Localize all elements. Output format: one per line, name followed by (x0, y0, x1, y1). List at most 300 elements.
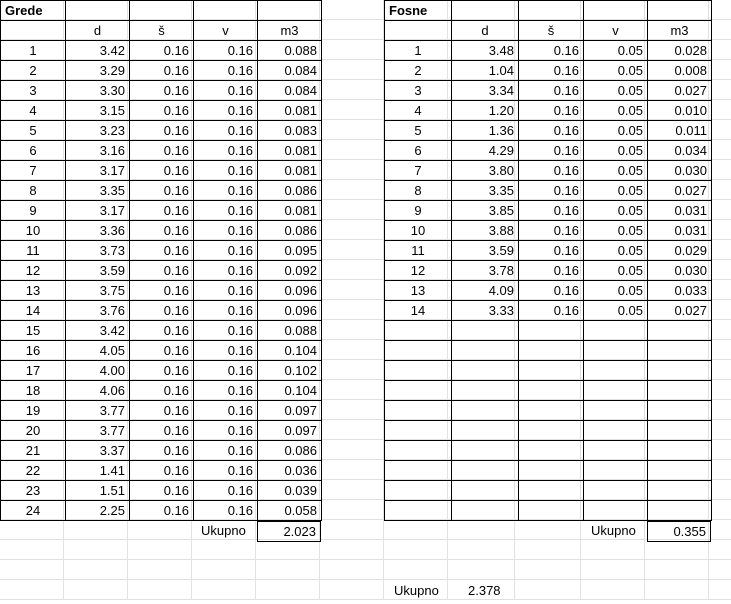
grede-cell[interactable]: 0.16 (130, 61, 194, 81)
fosne-empty-cell[interactable] (584, 501, 648, 521)
grid-cell[interactable] (709, 240, 731, 260)
grid-cell[interactable] (64, 580, 128, 600)
grede-cell[interactable]: 0.16 (194, 61, 258, 81)
grede-cell[interactable]: 0.036 (258, 461, 322, 481)
fosne-cell[interactable]: 10 (385, 221, 452, 241)
grid-cell[interactable] (128, 520, 192, 540)
grid-cell[interactable] (320, 520, 384, 540)
grede-cell[interactable]: 0.16 (194, 141, 258, 161)
fosne-empty-cell[interactable] (584, 401, 648, 421)
fosne-empty-cell[interactable] (648, 381, 712, 401)
grede-cell[interactable]: 0.16 (130, 401, 194, 421)
fosne-cell[interactable]: 3.88 (452, 221, 519, 241)
fosne-empty-cell[interactable] (519, 401, 584, 421)
grede-cell[interactable]: 0.16 (194, 481, 258, 501)
fosne-cell[interactable]: 0.05 (584, 121, 648, 141)
grede-cell[interactable]: 3.77 (66, 421, 130, 441)
fosne-cell[interactable]: 0.034 (648, 141, 712, 161)
fosne-cell[interactable]: 3.33 (452, 301, 519, 321)
grid-cell[interactable] (709, 100, 731, 120)
grede-cell[interactable]: 0.16 (130, 381, 194, 401)
fosne-cell[interactable]: 0.029 (648, 241, 712, 261)
grede-empty-cell[interactable] (194, 1, 258, 21)
fosne-cell[interactable]: 1 (385, 41, 452, 61)
grid-cell[interactable] (0, 580, 64, 600)
grede-cell[interactable]: 0.16 (194, 401, 258, 421)
grid-cell[interactable] (320, 280, 384, 300)
fosne-empty-cell[interactable] (584, 341, 648, 361)
grede-cell[interactable]: 0.16 (130, 281, 194, 301)
fosne-empty-cell[interactable] (452, 341, 519, 361)
fosne-cell[interactable]: 0.05 (584, 141, 648, 161)
grede-cell[interactable]: 0.086 (258, 441, 322, 461)
grid-cell[interactable] (709, 40, 731, 60)
grede-cell[interactable]: 4.05 (66, 341, 130, 361)
grid-cell[interactable] (709, 400, 731, 420)
grid-cell[interactable] (709, 80, 731, 100)
grid-cell[interactable] (709, 420, 731, 440)
grede-cell[interactable]: 0.096 (258, 301, 322, 321)
grid-cell[interactable] (709, 440, 731, 460)
grede-cell[interactable]: 0.16 (130, 321, 194, 341)
fosne-cell[interactable]: 0.05 (584, 101, 648, 121)
fosne-cell[interactable]: 0.030 (648, 261, 712, 281)
grede-cell[interactable]: 3.30 (66, 81, 130, 101)
grede-cell[interactable]: 3.16 (66, 141, 130, 161)
fosne-empty-cell[interactable] (452, 441, 519, 461)
grede-column-header[interactable]: d (66, 21, 130, 41)
fosne-cell[interactable]: 0.05 (584, 61, 648, 81)
grede-cell[interactable]: 0.16 (130, 221, 194, 241)
fosne-cell[interactable]: 3.85 (452, 201, 519, 221)
fosne-cell[interactable]: 0.031 (648, 221, 712, 241)
grede-cell[interactable]: 3.23 (66, 121, 130, 141)
grede-cell[interactable]: 0.16 (130, 121, 194, 141)
fosne-cell[interactable]: 0.05 (584, 221, 648, 241)
fosne-empty-cell[interactable] (584, 481, 648, 501)
grede-cell[interactable]: 11 (1, 241, 66, 261)
grid-cell[interactable] (320, 200, 384, 220)
grede-cell[interactable]: 0.16 (130, 481, 194, 501)
fosne-empty-cell[interactable] (385, 481, 452, 501)
grede-cell[interactable]: 0.16 (194, 361, 258, 381)
grede-cell[interactable]: 0.092 (258, 261, 322, 281)
grid-cell[interactable] (320, 340, 384, 360)
grid-cell[interactable] (709, 220, 731, 240)
fosne-cell[interactable]: 0.16 (519, 101, 584, 121)
fosne-empty-cell[interactable] (452, 381, 519, 401)
grede-cell[interactable]: 0.097 (258, 421, 322, 441)
fosne-empty-cell[interactable] (519, 481, 584, 501)
grid-cell[interactable] (448, 560, 515, 580)
fosne-cell[interactable]: 6 (385, 141, 452, 161)
fosne-empty-cell[interactable] (648, 481, 712, 501)
fosne-column-header[interactable]: d (452, 21, 519, 41)
grid-cell[interactable] (515, 560, 581, 580)
grede-cell[interactable]: 23 (1, 481, 66, 501)
grede-cell[interactable]: 0.16 (194, 221, 258, 241)
grede-cell[interactable]: 0.16 (194, 261, 258, 281)
fosne-cell[interactable]: 0.05 (584, 181, 648, 201)
fosne-empty-cell[interactable] (452, 1, 519, 21)
fosne-cell[interactable]: 3.48 (452, 41, 519, 61)
fosne-cell[interactable]: 0.16 (519, 281, 584, 301)
grid-cell[interactable] (320, 300, 384, 320)
grede-cell[interactable]: 5 (1, 121, 66, 141)
grid-cell[interactable] (709, 560, 731, 580)
fosne-cell[interactable]: 0.010 (648, 101, 712, 121)
fosne-cell[interactable]: 12 (385, 261, 452, 281)
grede-header-blank[interactable] (1, 21, 66, 41)
fosne-empty-cell[interactable] (385, 421, 452, 441)
grede-cell[interactable]: 0.16 (194, 81, 258, 101)
grid-cell[interactable] (320, 20, 384, 40)
grede-cell[interactable]: 22 (1, 461, 66, 481)
grede-cell[interactable]: 0.16 (130, 501, 194, 521)
fosne-cell[interactable]: 3.78 (452, 261, 519, 281)
fosne-cell[interactable]: 7 (385, 161, 452, 181)
grid-cell[interactable] (709, 320, 731, 340)
fosne-cell[interactable]: 13 (385, 281, 452, 301)
grede-cell[interactable]: 0.16 (194, 201, 258, 221)
fosne-cell[interactable]: 0.05 (584, 41, 648, 61)
grede-cell[interactable]: 0.16 (130, 181, 194, 201)
fosne-empty-cell[interactable] (648, 341, 712, 361)
grid-cell[interactable] (709, 360, 731, 380)
grede-cell[interactable]: 0.16 (130, 441, 194, 461)
grid-cell[interactable] (709, 580, 731, 600)
grid-cell[interactable] (0, 540, 64, 560)
grede-cell[interactable]: 16 (1, 341, 66, 361)
grede-column-header[interactable]: m3 (258, 21, 322, 41)
grede-cell[interactable]: 20 (1, 421, 66, 441)
grid-cell[interactable] (709, 500, 731, 520)
grede-cell[interactable]: 0.16 (130, 421, 194, 441)
grede-empty-cell[interactable] (66, 1, 130, 21)
fosne-cell[interactable]: 3.80 (452, 161, 519, 181)
grand-total-value[interactable]: 2.378 (468, 583, 501, 598)
grede-cell[interactable]: 0.084 (258, 61, 322, 81)
grid-cell[interactable] (320, 40, 384, 60)
grede-cell[interactable]: 10 (1, 221, 66, 241)
grede-cell[interactable]: 0.086 (258, 181, 322, 201)
fosne-empty-cell[interactable] (385, 341, 452, 361)
grede-cell[interactable]: 0.039 (258, 481, 322, 501)
grede-cell[interactable]: 4.06 (66, 381, 130, 401)
fosne-empty-cell[interactable] (519, 441, 584, 461)
grede-cell[interactable]: 12 (1, 261, 66, 281)
grid-cell[interactable] (320, 120, 384, 140)
grede-cell[interactable]: 0.081 (258, 101, 322, 121)
grede-cell[interactable]: 3.35 (66, 181, 130, 201)
grid-cell[interactable] (515, 580, 581, 600)
fosne-cell[interactable]: 2 (385, 61, 452, 81)
fosne-cell[interactable]: 8 (385, 181, 452, 201)
fosne-empty-cell[interactable] (519, 421, 584, 441)
fosne-cell[interactable]: 0.16 (519, 301, 584, 321)
grede-cell[interactable]: 6 (1, 141, 66, 161)
grid-cell[interactable] (709, 120, 731, 140)
grid-cell[interactable] (448, 540, 515, 560)
grede-cell[interactable]: 14 (1, 301, 66, 321)
grede-cell[interactable]: 19 (1, 401, 66, 421)
grede-cell[interactable]: 0.095 (258, 241, 322, 261)
fosne-empty-cell[interactable] (648, 401, 712, 421)
grede-column-header[interactable]: v (194, 21, 258, 41)
fosne-cell[interactable]: 0.16 (519, 121, 584, 141)
grede-cell[interactable]: 13 (1, 281, 66, 301)
fosne-cell[interactable]: 0.16 (519, 41, 584, 61)
grede-cell[interactable]: 0.096 (258, 281, 322, 301)
grid-cell[interactable] (709, 460, 731, 480)
fosne-cell[interactable]: 0.16 (519, 61, 584, 81)
grid-cell[interactable] (645, 560, 709, 580)
grid-cell[interactable] (192, 580, 256, 600)
grid-cell[interactable] (256, 540, 320, 560)
fosne-empty-cell[interactable] (452, 361, 519, 381)
fosne-empty-cell[interactable] (584, 381, 648, 401)
fosne-empty-cell[interactable] (385, 461, 452, 481)
grid-cell[interactable] (320, 540, 384, 560)
fosne-empty-cell[interactable] (584, 441, 648, 461)
grede-cell[interactable]: 1.41 (66, 461, 130, 481)
grede-cell[interactable]: 3.42 (66, 41, 130, 61)
grede-cell[interactable]: 3.75 (66, 281, 130, 301)
grede-cell[interactable]: 0.16 (130, 201, 194, 221)
grede-cell[interactable]: 0.088 (258, 41, 322, 61)
fosne-empty-cell[interactable] (519, 381, 584, 401)
grede-cell[interactable]: 0.16 (194, 381, 258, 401)
grede-cell[interactable]: 24 (1, 501, 66, 521)
grid-cell[interactable] (64, 540, 128, 560)
grede-cell[interactable]: 0.16 (130, 161, 194, 181)
grid-cell[interactable] (320, 240, 384, 260)
grede-cell[interactable]: 0.16 (194, 501, 258, 521)
grid-cell[interactable] (320, 460, 384, 480)
fosne-empty-cell[interactable] (584, 321, 648, 341)
fosne-cell[interactable]: 3.59 (452, 241, 519, 261)
fosne-total-value[interactable]: 0.355 (648, 522, 711, 542)
fosne-cell[interactable]: 14 (385, 301, 452, 321)
fosne-cell[interactable]: 0.05 (584, 301, 648, 321)
fosne-cell[interactable]: 0.16 (519, 81, 584, 101)
grede-cell[interactable]: 0.104 (258, 381, 322, 401)
grid-cell[interactable] (581, 540, 645, 560)
fosne-cell[interactable]: 0.16 (519, 201, 584, 221)
fosne-cell[interactable]: 3.35 (452, 181, 519, 201)
fosne-cell[interactable]: 0.008 (648, 61, 712, 81)
fosne-cell[interactable]: 0.05 (584, 281, 648, 301)
fosne-empty-cell[interactable] (584, 421, 648, 441)
grid-cell[interactable] (709, 60, 731, 80)
fosne-empty-cell[interactable] (385, 381, 452, 401)
grid-cell[interactable] (645, 540, 709, 560)
grid-cell[interactable] (581, 560, 645, 580)
fosne-cell[interactable]: 0.16 (519, 221, 584, 241)
fosne-empty-cell[interactable] (519, 501, 584, 521)
grede-cell[interactable]: 1 (1, 41, 66, 61)
fosne-header-blank[interactable] (385, 21, 452, 41)
grid-cell[interactable] (320, 260, 384, 280)
fosne-cell[interactable]: 0.05 (584, 241, 648, 261)
fosne-column-header[interactable]: v (584, 21, 648, 41)
grede-cell[interactable]: 3.73 (66, 241, 130, 261)
grede-empty-cell[interactable] (130, 1, 194, 21)
fosne-empty-cell[interactable] (648, 501, 712, 521)
grede-cell[interactable]: 0.086 (258, 221, 322, 241)
fosne-cell[interactable]: 0.031 (648, 201, 712, 221)
grede-cell[interactable]: 8 (1, 181, 66, 201)
fosne-empty-cell[interactable] (648, 1, 712, 21)
grede-cell[interactable]: 4.00 (66, 361, 130, 381)
grede-cell[interactable]: 2.25 (66, 501, 130, 521)
fosne-empty-cell[interactable] (452, 321, 519, 341)
fosne-cell[interactable]: 1.36 (452, 121, 519, 141)
fosne-empty-cell[interactable] (648, 421, 712, 441)
grid-cell[interactable] (515, 540, 581, 560)
grid-cell[interactable] (581, 580, 645, 600)
grede-cell[interactable]: 18 (1, 381, 66, 401)
grede-cell[interactable]: 0.16 (130, 81, 194, 101)
fosne-empty-cell[interactable] (452, 481, 519, 501)
fosne-cell[interactable]: 4.09 (452, 281, 519, 301)
grede-cell[interactable]: 0.16 (130, 461, 194, 481)
grid-cell[interactable] (256, 560, 320, 580)
grid-cell[interactable] (192, 540, 256, 560)
grede-cell[interactable]: 0.104 (258, 341, 322, 361)
grede-cell[interactable]: 0.16 (194, 321, 258, 341)
grid-cell[interactable] (320, 100, 384, 120)
grid-cell[interactable] (128, 580, 192, 600)
grede-cell[interactable]: 0.16 (194, 461, 258, 481)
grid-cell[interactable] (384, 560, 448, 580)
grede-cell[interactable]: 0.16 (130, 361, 194, 381)
fosne-empty-cell[interactable] (452, 501, 519, 521)
fosne-cell[interactable]: 1.20 (452, 101, 519, 121)
fosne-empty-cell[interactable] (452, 421, 519, 441)
fosne-cell[interactable]: 4 (385, 101, 452, 121)
grede-cell[interactable]: 0.081 (258, 201, 322, 221)
grede-cell[interactable]: 3.17 (66, 201, 130, 221)
grede-cell[interactable]: 0.16 (194, 421, 258, 441)
grid-cell[interactable] (709, 280, 731, 300)
fosne-empty-cell[interactable] (584, 361, 648, 381)
grid-cell[interactable] (709, 200, 731, 220)
grid-cell[interactable] (320, 400, 384, 420)
fosne-cell[interactable]: 0.027 (648, 181, 712, 201)
fosne-empty-cell[interactable] (452, 401, 519, 421)
grede-cell[interactable]: 0.16 (130, 341, 194, 361)
grid-cell[interactable] (0, 560, 64, 580)
grede-cell[interactable]: 3.59 (66, 261, 130, 281)
grede-cell[interactable]: 0.081 (258, 141, 322, 161)
grede-empty-cell[interactable] (258, 1, 322, 21)
grid-cell[interactable] (709, 140, 731, 160)
grede-cell[interactable]: 0.088 (258, 321, 322, 341)
fosne-empty-cell[interactable] (584, 461, 648, 481)
fosne-empty-cell[interactable] (519, 341, 584, 361)
fosne-empty-cell[interactable] (519, 321, 584, 341)
grid-cell[interactable] (709, 540, 731, 560)
fosne-cell[interactable]: 0.16 (519, 161, 584, 181)
fosne-empty-cell[interactable] (519, 461, 584, 481)
grede-cell[interactable]: 0.16 (130, 301, 194, 321)
grede-cell[interactable]: 3.77 (66, 401, 130, 421)
grede-cell[interactable]: 0.16 (194, 301, 258, 321)
grid-cell[interactable] (320, 160, 384, 180)
fosne-empty-cell[interactable] (385, 321, 452, 341)
grid-cell[interactable] (320, 320, 384, 340)
grede-cell[interactable]: 3.42 (66, 321, 130, 341)
grid-cell[interactable] (384, 540, 448, 560)
grid-cell[interactable] (320, 180, 384, 200)
fosne-cell[interactable]: 0.16 (519, 141, 584, 161)
grid-cell[interactable] (320, 140, 384, 160)
grede-cell[interactable]: 7 (1, 161, 66, 181)
grede-cell[interactable]: 4 (1, 101, 66, 121)
grede-cell[interactable]: 0.16 (130, 241, 194, 261)
fosne-empty-cell[interactable] (385, 441, 452, 461)
grede-cell[interactable]: 0.16 (194, 341, 258, 361)
fosne-cell[interactable]: 4.29 (452, 141, 519, 161)
grede-cell[interactable]: 0.16 (194, 161, 258, 181)
grid-cell[interactable] (709, 160, 731, 180)
grede-column-header[interactable]: š (130, 21, 194, 41)
grid-cell[interactable] (320, 500, 384, 520)
grid-cell[interactable] (320, 480, 384, 500)
grede-cell[interactable]: 0.16 (194, 281, 258, 301)
grid-cell[interactable] (64, 560, 128, 580)
grede-cell[interactable]: 15 (1, 321, 66, 341)
grid-cell[interactable] (384, 520, 448, 540)
grede-cell[interactable]: 0.16 (194, 241, 258, 261)
grid-cell[interactable] (448, 520, 515, 540)
grid-cell[interactable] (128, 540, 192, 560)
fosne-empty-cell[interactable] (648, 361, 712, 381)
grede-cell[interactable]: 9 (1, 201, 66, 221)
grede-cell[interactable]: 2 (1, 61, 66, 81)
grede-cell[interactable]: 3.76 (66, 301, 130, 321)
grede-cell[interactable]: 0.16 (194, 441, 258, 461)
grede-cell[interactable]: 0.083 (258, 121, 322, 141)
grede-cell[interactable]: 3.37 (66, 441, 130, 461)
grid-cell[interactable] (192, 560, 256, 580)
grid-cell[interactable] (0, 520, 64, 540)
grid-cell[interactable] (320, 80, 384, 100)
grid-cell[interactable] (320, 60, 384, 80)
fosne-cell[interactable]: 0.05 (584, 201, 648, 221)
fosne-empty-cell[interactable] (385, 361, 452, 381)
fosne-cell[interactable]: 0.05 (584, 161, 648, 181)
grid-cell[interactable] (709, 380, 731, 400)
fosne-cell[interactable]: 3 (385, 81, 452, 101)
grede-cell[interactable]: 0.102 (258, 361, 322, 381)
grid-cell[interactable] (320, 560, 384, 580)
grid-cell[interactable] (320, 0, 384, 20)
grid-cell[interactable] (709, 480, 731, 500)
grid-cell[interactable] (320, 360, 384, 380)
grede-cell[interactable]: 1.51 (66, 481, 130, 501)
fosne-cell[interactable]: 0.16 (519, 261, 584, 281)
grede-cell[interactable]: 0.097 (258, 401, 322, 421)
fosne-cell[interactable]: 0.16 (519, 241, 584, 261)
fosne-cell[interactable]: 0.027 (648, 81, 712, 101)
grede-cell[interactable]: 3.29 (66, 61, 130, 81)
fosne-empty-cell[interactable] (385, 401, 452, 421)
grid-cell[interactable] (709, 300, 731, 320)
grid-cell[interactable] (709, 260, 731, 280)
grede-cell[interactable]: 0.16 (130, 141, 194, 161)
